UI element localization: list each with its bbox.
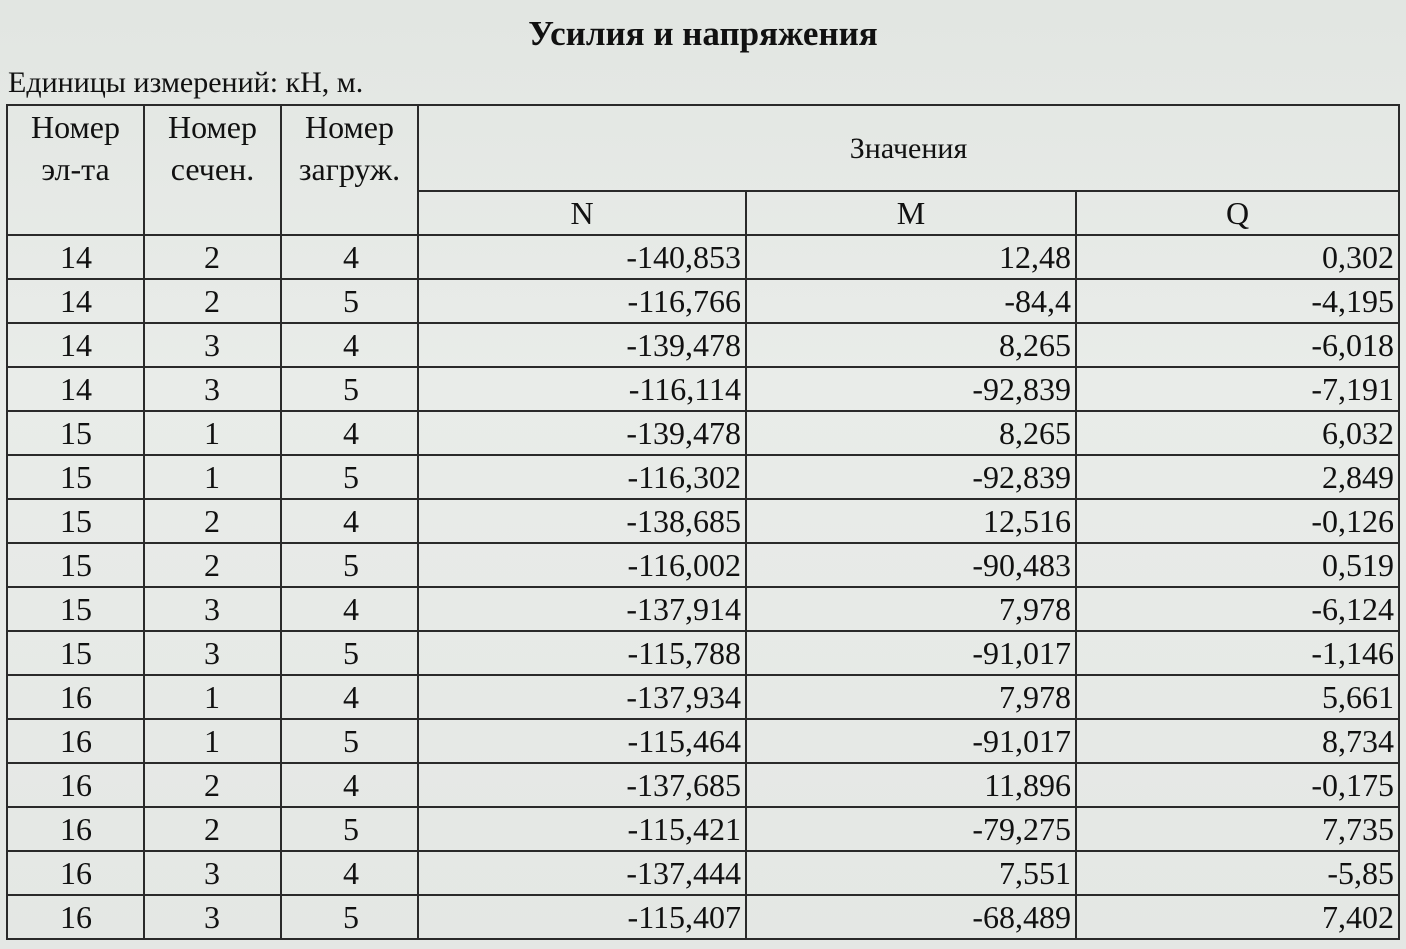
cell-q: 0,302 <box>1076 235 1399 279</box>
cell-m: 7,978 <box>746 587 1076 631</box>
cell-m: -84,4 <box>746 279 1076 323</box>
cell-n: -137,685 <box>418 763 746 807</box>
cell-load: 4 <box>281 411 418 455</box>
cell-section: 2 <box>144 543 281 587</box>
table-row <box>7 235 1399 279</box>
cell-q: -0,175 <box>1076 763 1399 807</box>
cell-n: -137,914 <box>418 587 746 631</box>
cell-q: 7,735 <box>1076 807 1399 851</box>
cell-n: -116,766 <box>418 279 746 323</box>
header-load: Номер загруж. <box>281 105 418 235</box>
cell-element: 15 <box>7 411 144 455</box>
cell-load: 4 <box>281 763 418 807</box>
cell-section: 1 <box>144 455 281 499</box>
table-row <box>7 367 1399 411</box>
cell-load: 5 <box>281 719 418 763</box>
forces-table <box>6 104 1400 940</box>
cell-q: -0,126 <box>1076 499 1399 543</box>
units-caption: Единицы измерений: кН, м. <box>8 66 364 99</box>
table-body <box>7 235 1399 939</box>
cell-section: 2 <box>144 235 281 279</box>
cell-load: 4 <box>281 587 418 631</box>
cell-section: 2 <box>144 499 281 543</box>
cell-m: 12,48 <box>746 235 1076 279</box>
cell-element: 16 <box>7 895 144 939</box>
table-row <box>7 499 1399 543</box>
cell-n: -137,444 <box>418 851 746 895</box>
page-title: Усилия и напряжения <box>528 14 878 53</box>
cell-section: 3 <box>144 631 281 675</box>
cell-m: -68,489 <box>746 895 1076 939</box>
cell-n: -139,478 <box>418 411 746 455</box>
cell-element: 15 <box>7 587 144 631</box>
cell-n: -115,407 <box>418 895 746 939</box>
cell-m: -92,839 <box>746 367 1076 411</box>
table-row <box>7 631 1399 675</box>
cell-q: 6,032 <box>1076 411 1399 455</box>
cell-m: -90,483 <box>746 543 1076 587</box>
cell-n: -140,853 <box>418 235 746 279</box>
cell-section: 3 <box>144 367 281 411</box>
table-row <box>7 455 1399 499</box>
cell-n: -138,685 <box>418 499 746 543</box>
cell-q: -6,124 <box>1076 587 1399 631</box>
header-m: M <box>746 191 1076 235</box>
header-n: N <box>418 191 746 235</box>
cell-element: 15 <box>7 455 144 499</box>
table-row <box>7 851 1399 895</box>
cell-section: 2 <box>144 279 281 323</box>
cell-n: -115,464 <box>418 719 746 763</box>
table-row <box>7 807 1399 851</box>
cell-n: -115,788 <box>418 631 746 675</box>
cell-m: -91,017 <box>746 631 1076 675</box>
cell-n: -115,421 <box>418 807 746 851</box>
cell-q: -1,146 <box>1076 631 1399 675</box>
cell-load: 4 <box>281 235 418 279</box>
cell-element: 14 <box>7 235 144 279</box>
cell-element: 14 <box>7 323 144 367</box>
cell-load: 5 <box>281 543 418 587</box>
cell-n: -139,478 <box>418 323 746 367</box>
header-values: Значения <box>418 105 1399 191</box>
table-row <box>7 323 1399 367</box>
cell-q: 7,402 <box>1076 895 1399 939</box>
cell-m: 11,896 <box>746 763 1076 807</box>
cell-section: 1 <box>144 411 281 455</box>
cell-element: 16 <box>7 807 144 851</box>
cell-q: -7,191 <box>1076 367 1399 411</box>
header-element: Номер эл-та <box>7 105 144 235</box>
cell-section: 3 <box>144 895 281 939</box>
cell-m: -79,275 <box>746 807 1076 851</box>
cell-load: 4 <box>281 675 418 719</box>
cell-element: 15 <box>7 631 144 675</box>
table-row <box>7 587 1399 631</box>
cell-q: 5,661 <box>1076 675 1399 719</box>
cell-element: 16 <box>7 763 144 807</box>
cell-q: 0,519 <box>1076 543 1399 587</box>
cell-q: 8,734 <box>1076 719 1399 763</box>
header-section: Номер сечен. <box>144 105 281 235</box>
cell-element: 16 <box>7 719 144 763</box>
cell-q: 2,849 <box>1076 455 1399 499</box>
cell-load: 5 <box>281 895 418 939</box>
table-row <box>7 675 1399 719</box>
cell-q: -5,85 <box>1076 851 1399 895</box>
cell-element: 14 <box>7 279 144 323</box>
cell-load: 4 <box>281 851 418 895</box>
cell-element: 16 <box>7 675 144 719</box>
table-row <box>7 719 1399 763</box>
cell-m: 8,265 <box>746 411 1076 455</box>
cell-m: -91,017 <box>746 719 1076 763</box>
cell-m: 7,978 <box>746 675 1076 719</box>
table-row <box>7 895 1399 939</box>
cell-load: 4 <box>281 499 418 543</box>
table-row <box>7 543 1399 587</box>
cell-load: 5 <box>281 631 418 675</box>
cell-n: -137,934 <box>418 675 746 719</box>
cell-section: 3 <box>144 323 281 367</box>
cell-m: -92,839 <box>746 455 1076 499</box>
cell-element: 14 <box>7 367 144 411</box>
table-row <box>7 411 1399 455</box>
cell-section: 2 <box>144 763 281 807</box>
cell-n: -116,002 <box>418 543 746 587</box>
header-q: Q <box>1076 191 1399 235</box>
cell-m: 8,265 <box>746 323 1076 367</box>
table-row <box>7 763 1399 807</box>
cell-section: 1 <box>144 719 281 763</box>
cell-q: -6,018 <box>1076 323 1399 367</box>
cell-section: 1 <box>144 675 281 719</box>
cell-section: 3 <box>144 851 281 895</box>
cell-element: 16 <box>7 851 144 895</box>
cell-n: -116,114 <box>418 367 746 411</box>
cell-load: 5 <box>281 367 418 411</box>
cell-m: 12,516 <box>746 499 1076 543</box>
cell-m: 7,551 <box>746 851 1076 895</box>
cell-load: 5 <box>281 455 418 499</box>
cell-section: 3 <box>144 587 281 631</box>
cell-element: 15 <box>7 499 144 543</box>
cell-element: 15 <box>7 543 144 587</box>
cell-load: 4 <box>281 323 418 367</box>
cell-load: 5 <box>281 279 418 323</box>
cell-q: -4,195 <box>1076 279 1399 323</box>
table-row <box>7 279 1399 323</box>
cell-n: -116,302 <box>418 455 746 499</box>
cell-section: 2 <box>144 807 281 851</box>
cell-load: 5 <box>281 807 418 851</box>
